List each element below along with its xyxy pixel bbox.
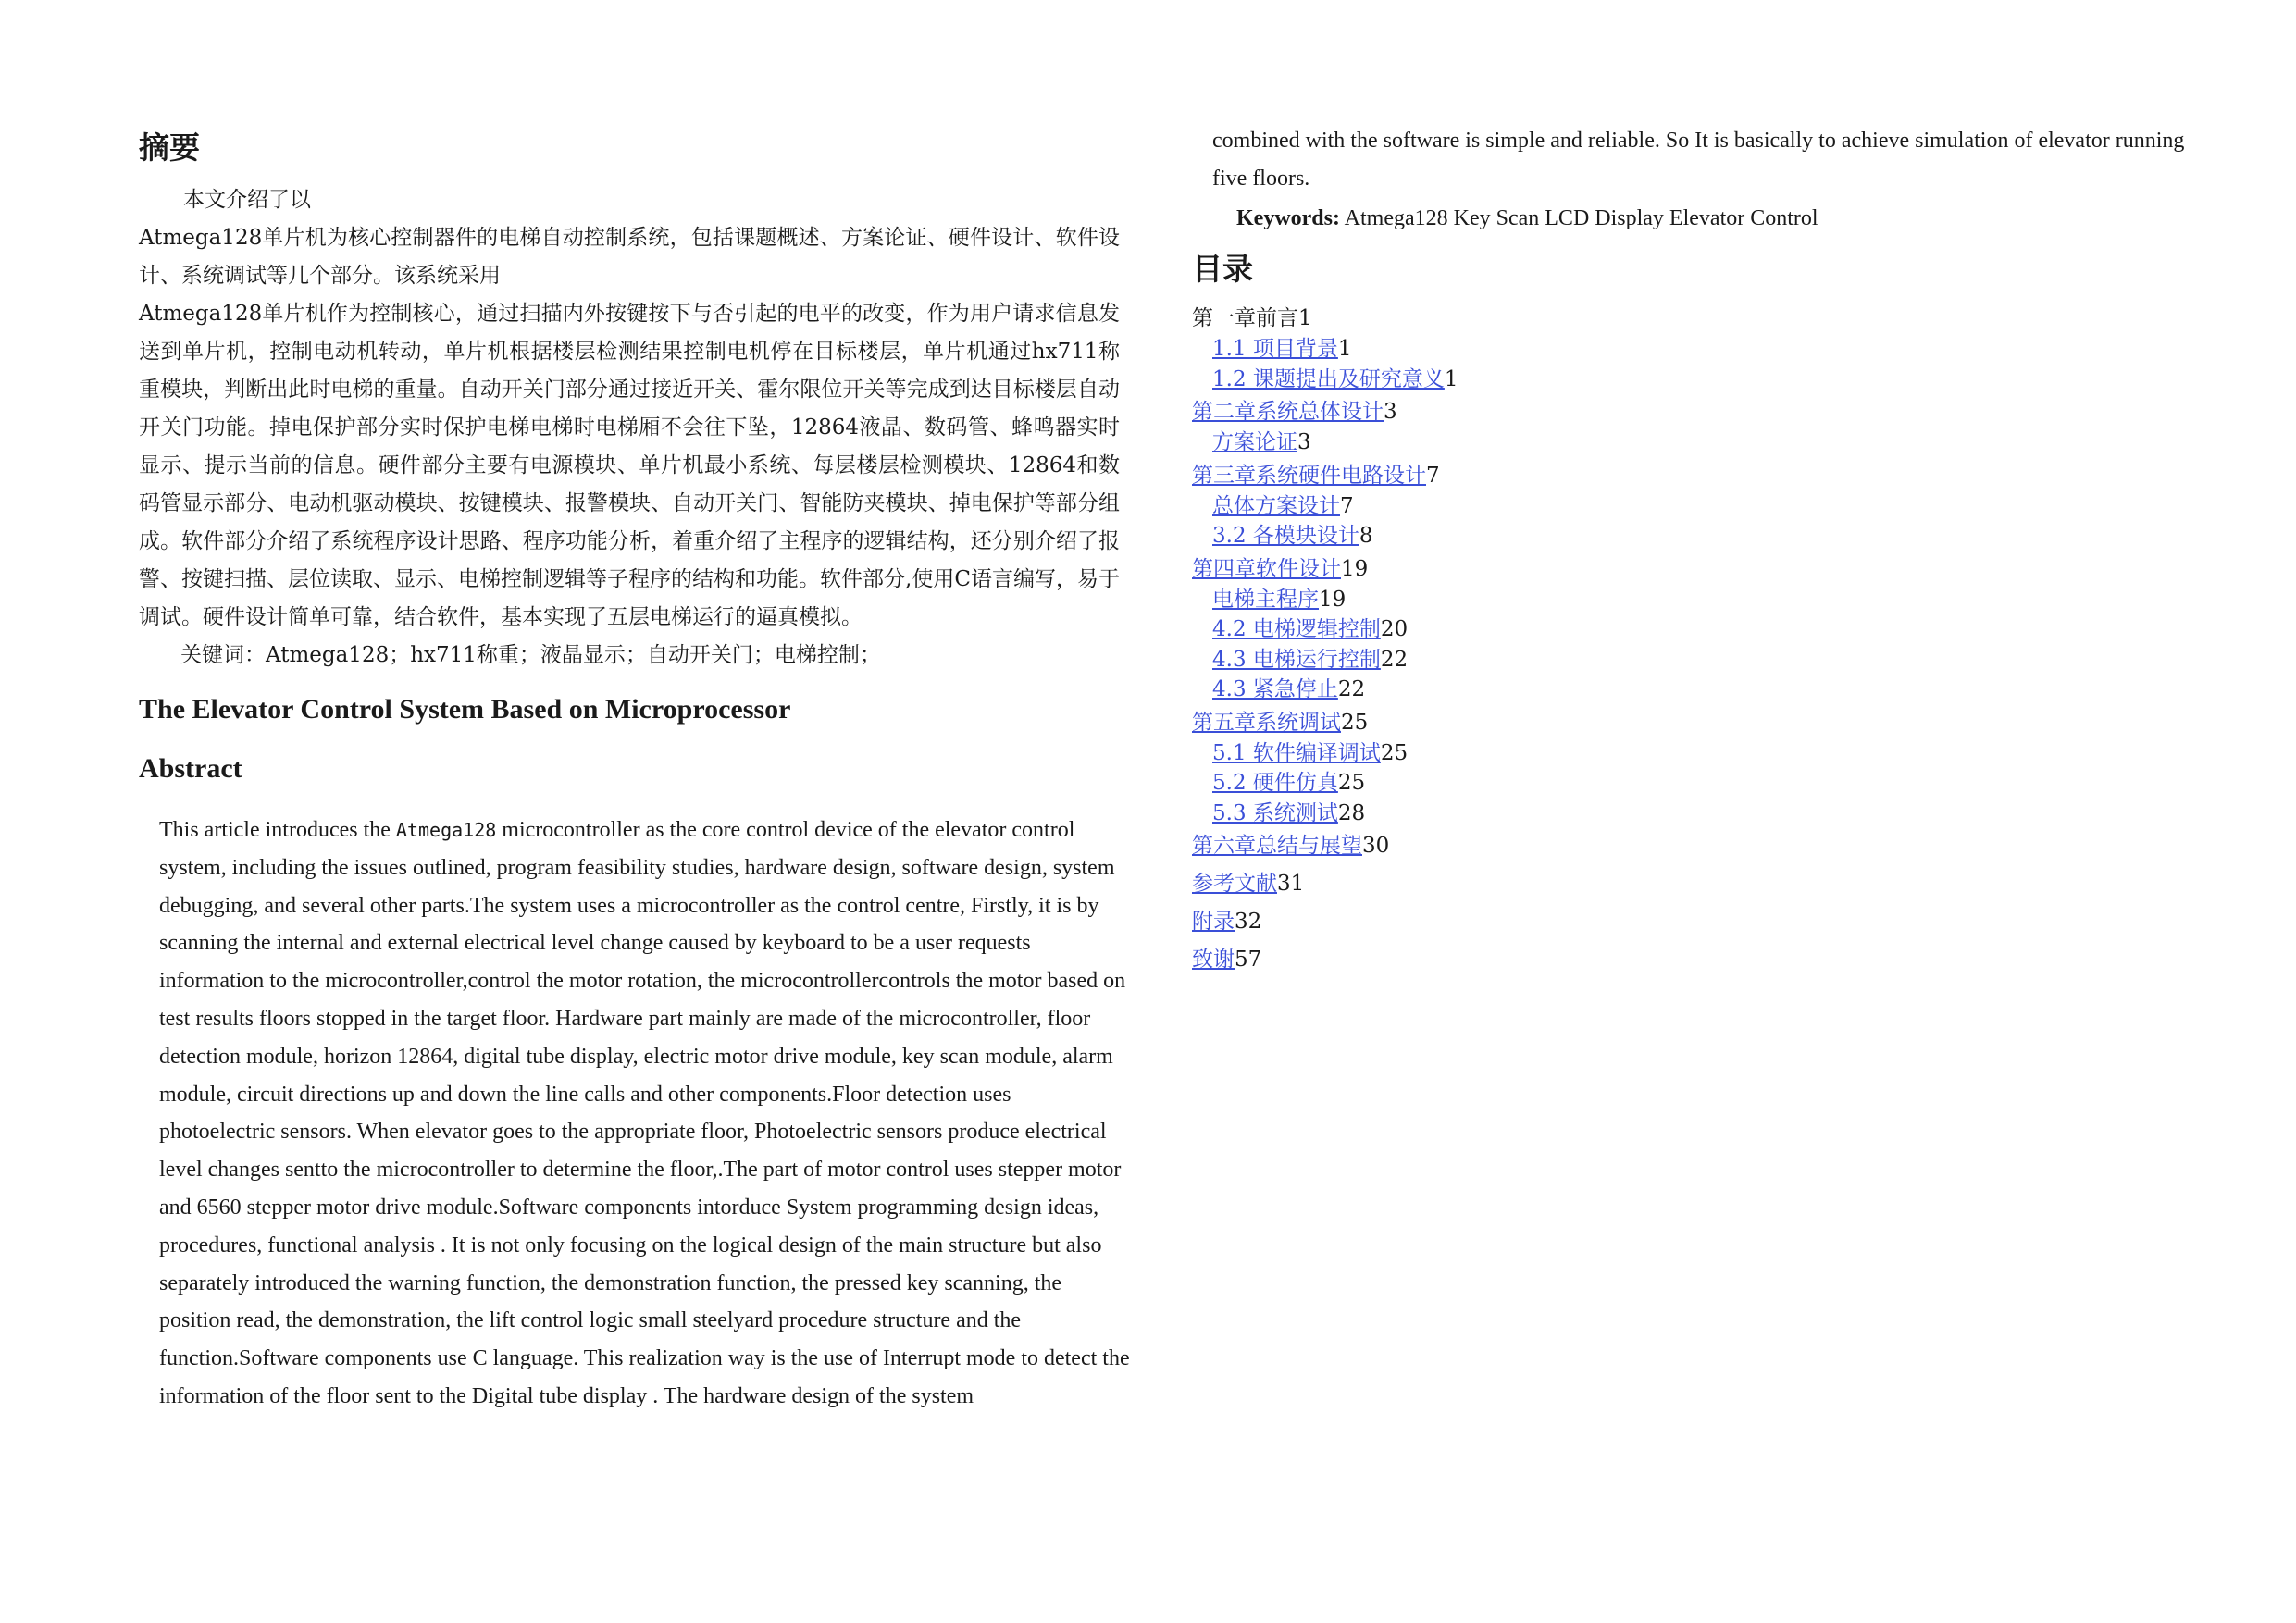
toc-entry-link[interactable]: 4.3 紧急停止 [1212,677,1338,701]
abstract-en-lead: This article introduces the [159,818,396,842]
toc-page-number: 25 [1337,771,1366,795]
toc-page-number: 3 [1297,430,1311,454]
abstract-en-heading: Abstract [139,753,242,784]
toc-item [1192,868,2191,899]
toc-entry-link[interactable]: 第五章系统调试 [1192,710,1341,735]
abstract-cn-body-1: Atmega128单片机为核心控制器件的电梯自动控制系统，包括课题概述、方案论证、硬件设计、软件设计、系统调试等几个部分。该系统采用 [139,226,1120,288]
toc-entry-link[interactable]: 4.2 电梯逻辑控制 [1212,617,1381,641]
abstract-cn-intro-line: 本文介绍了以 [183,188,311,212]
abstract-en-chip: Atmega128 [395,819,497,841]
toc-item [1192,585,2191,615]
toc-entry-link[interactable]: 5.2 硬件仿真 [1212,771,1338,795]
toc-page-number: 1 [1444,366,1458,391]
toc-item [1192,614,2191,645]
toc-page-number: 1 [1298,306,1312,330]
toc-item [1192,944,2191,975]
toc-entry-link[interactable]: 5.3 系统测试 [1212,800,1338,825]
paper-title-en: The Elevator Control System Based on Microprocessor [139,694,791,725]
toc-entry-link[interactable]: 3.2 各模块设计 [1212,524,1359,548]
toc-entry-link[interactable]: 致谢 [1192,948,1235,972]
toc-page-number: 22 [1337,677,1366,701]
toc-entry-link[interactable]: 附录 [1192,910,1235,934]
toc-item [1192,707,2191,738]
toc-item [1192,365,2191,395]
abstract-en-text: microcontroller as the core control device of the elevator control system, including the issues outlined, program feasibility studies, hardware design, software design, system debugging, and several other parts.The system uses a microcontroller as the control centre, Firstly, it is by scanning the internal and external electrical level change caused by keyboard to be a user requests information to the microcontroller,control the motor rotation, the microcontrollercontrols the motor based on test results floors stopped in the target floor. Hardware part mainly are made of the microcontroller, floor detection module, horizon 12864, digital tube display, electric motor drive module, key scan module, alarm module, circuit directions up and down the line calls and other components.Floor detection uses photoelectric sensors. When elevator goes to the appropriate floor, Photoelectric sensors produce electrical level changes sentto the microcontroller to determine the floor,.The part of motor control uses stepper motor and 6560 stepper motor drive module.Software components intorduce System programming design ideas, procedures, functional analysis . It is not only focusing on the logical design of the main structure but also separately introduced the warning function, the demonstration function, the pressed key scanning, the position read, the demonstration, the lift control logic small steelyard procedure structure and the function.Software components use C language. This realization way is the use of Interrupt mode to detect the information of the floor sent to the Digital tube display . The hardware design of the system [159,818,1130,1408]
toc-page-number: 25 [1341,710,1369,735]
toc-entry-link[interactable]: 1.1 项目背景 [1212,337,1338,361]
toc-entry-link[interactable]: 1.2 课题提出及研究意义 [1212,366,1445,391]
toc-page-number: 7 [1426,463,1440,488]
toc-item [1192,738,2191,769]
abstract-en-keywords-text: Atmega128 Key Scan LCD Display Elevator Control [1339,206,1818,230]
toc-entry-link[interactable]: 第二章系统总体设计 [1192,400,1384,424]
right-column [1192,122,2191,975]
left-column [139,128,1130,1416]
abstract-en-keywords-label: Keywords: [1236,206,1340,230]
abstract-cn-keywords-text: Atmega128；hx711称重；液晶显示；自动开关门；电梯控制； [266,643,881,667]
abstract-cn-keywords-label: 关键词： [180,643,266,667]
toc-entry-link[interactable]: 电梯主程序 [1212,587,1319,612]
toc-entry-link: 第一章前言 [1192,306,1298,330]
toc-entry-link[interactable]: 总体方案设计 [1212,493,1340,518]
toc-entry-link[interactable]: 4.3 电梯运行控制 [1212,647,1381,672]
toc-page-number: 31 [1277,872,1305,896]
toc-entry-link[interactable]: 参考文献 [1192,872,1277,896]
toc-entry-link[interactable]: 第三章系统硬件电路设计 [1192,463,1426,488]
toc-item [1192,491,2191,522]
toc-entry-link[interactable]: 第六章总结与展望 [1192,834,1362,858]
toc-item [1192,675,2191,705]
toc-item [1192,460,2191,491]
abstract-en-continuation: combined with the software is simple and reliable. So It is basically to achieve simulation of elevator running five floors. [1212,129,2185,191]
toc-item [1192,303,2191,334]
toc-page-number: 1 [1337,337,1352,361]
toc-title: 目录 [1192,251,1253,287]
toc-page-number: 28 [1337,800,1366,825]
toc-page-number: 32 [1235,910,1262,934]
toc-page-number: 8 [1359,524,1373,548]
toc-item [1192,645,2191,675]
toc-page-number: 22 [1380,647,1409,672]
toc-page-number: 19 [1341,556,1369,581]
toc-item [1192,906,2191,937]
toc-item [1192,830,2191,861]
toc-page-number: 25 [1380,740,1409,765]
abstract-cn-body [139,181,1120,637]
toc-item [1192,521,2191,551]
toc-item [1192,553,2191,585]
toc-item [1192,768,2191,799]
toc-page-number: 7 [1340,493,1354,518]
toc-page-number: 3 [1384,400,1397,424]
toc-item [1192,396,2191,427]
toc-page-number: 20 [1380,617,1409,641]
toc-page-number: 19 [1319,587,1347,612]
abstract-cn-keywords [180,637,1120,675]
toc-page-number: 30 [1362,834,1390,858]
abstract-en-body [159,812,1131,1416]
toc-entry-link[interactable]: 5.1 软件编译调试 [1212,740,1381,765]
toc-list [1192,303,2191,975]
toc-item [1192,799,2191,829]
toc-entry-link[interactable]: 方案论证 [1212,430,1297,454]
toc-item [1192,334,2191,365]
toc-item [1192,427,2191,458]
abstract-en-keywords [1236,200,2191,238]
toc-page-number: 57 [1235,948,1262,972]
toc-entry-link[interactable]: 第四章软件设计 [1192,556,1341,581]
abstract-cn-title: 摘要 [139,130,200,166]
abstract-cn-body-2: Atmega128单片机作为控制核心，通过扫描内外按键按下与否引起的电平的改变，作为用户请求信息发送到单片机，控制电动机转动，单片机根据楼层检测结果控制电机停在目标楼层，单片机通过hx711称重模块，判断出此时电梯的重量。自动开关门部分通过接近开关、霍尔限位开关等完成到达目标楼层自动开关门功能。掉电保护部分实时保护电梯电梯时电梯厢不会往下坠，12864液晶、数码管、蜂鸣器实时显示、提示当前的信息。硬件部分主要有电源模块、单片机最小系统、每层楼层检测模块、12864和数码管显示部分、电动机驱动模块、按键模块、报警模块、自动开关门、智能防夹模块、掉电保护等部分组成。软件部分介绍了系统程序设计思路、程序功能分析，着重介绍了主程序的逻辑结构，还分别介绍了报警、按键扫描、层位读取、显示、电梯控制逻辑等子程序的结构和功能。软件部分,使用C语言编写，易于调试。硬件设计简单可靠，结合软件，基本实现了五层电梯运行的逼真模拟。 [139,302,1120,629]
